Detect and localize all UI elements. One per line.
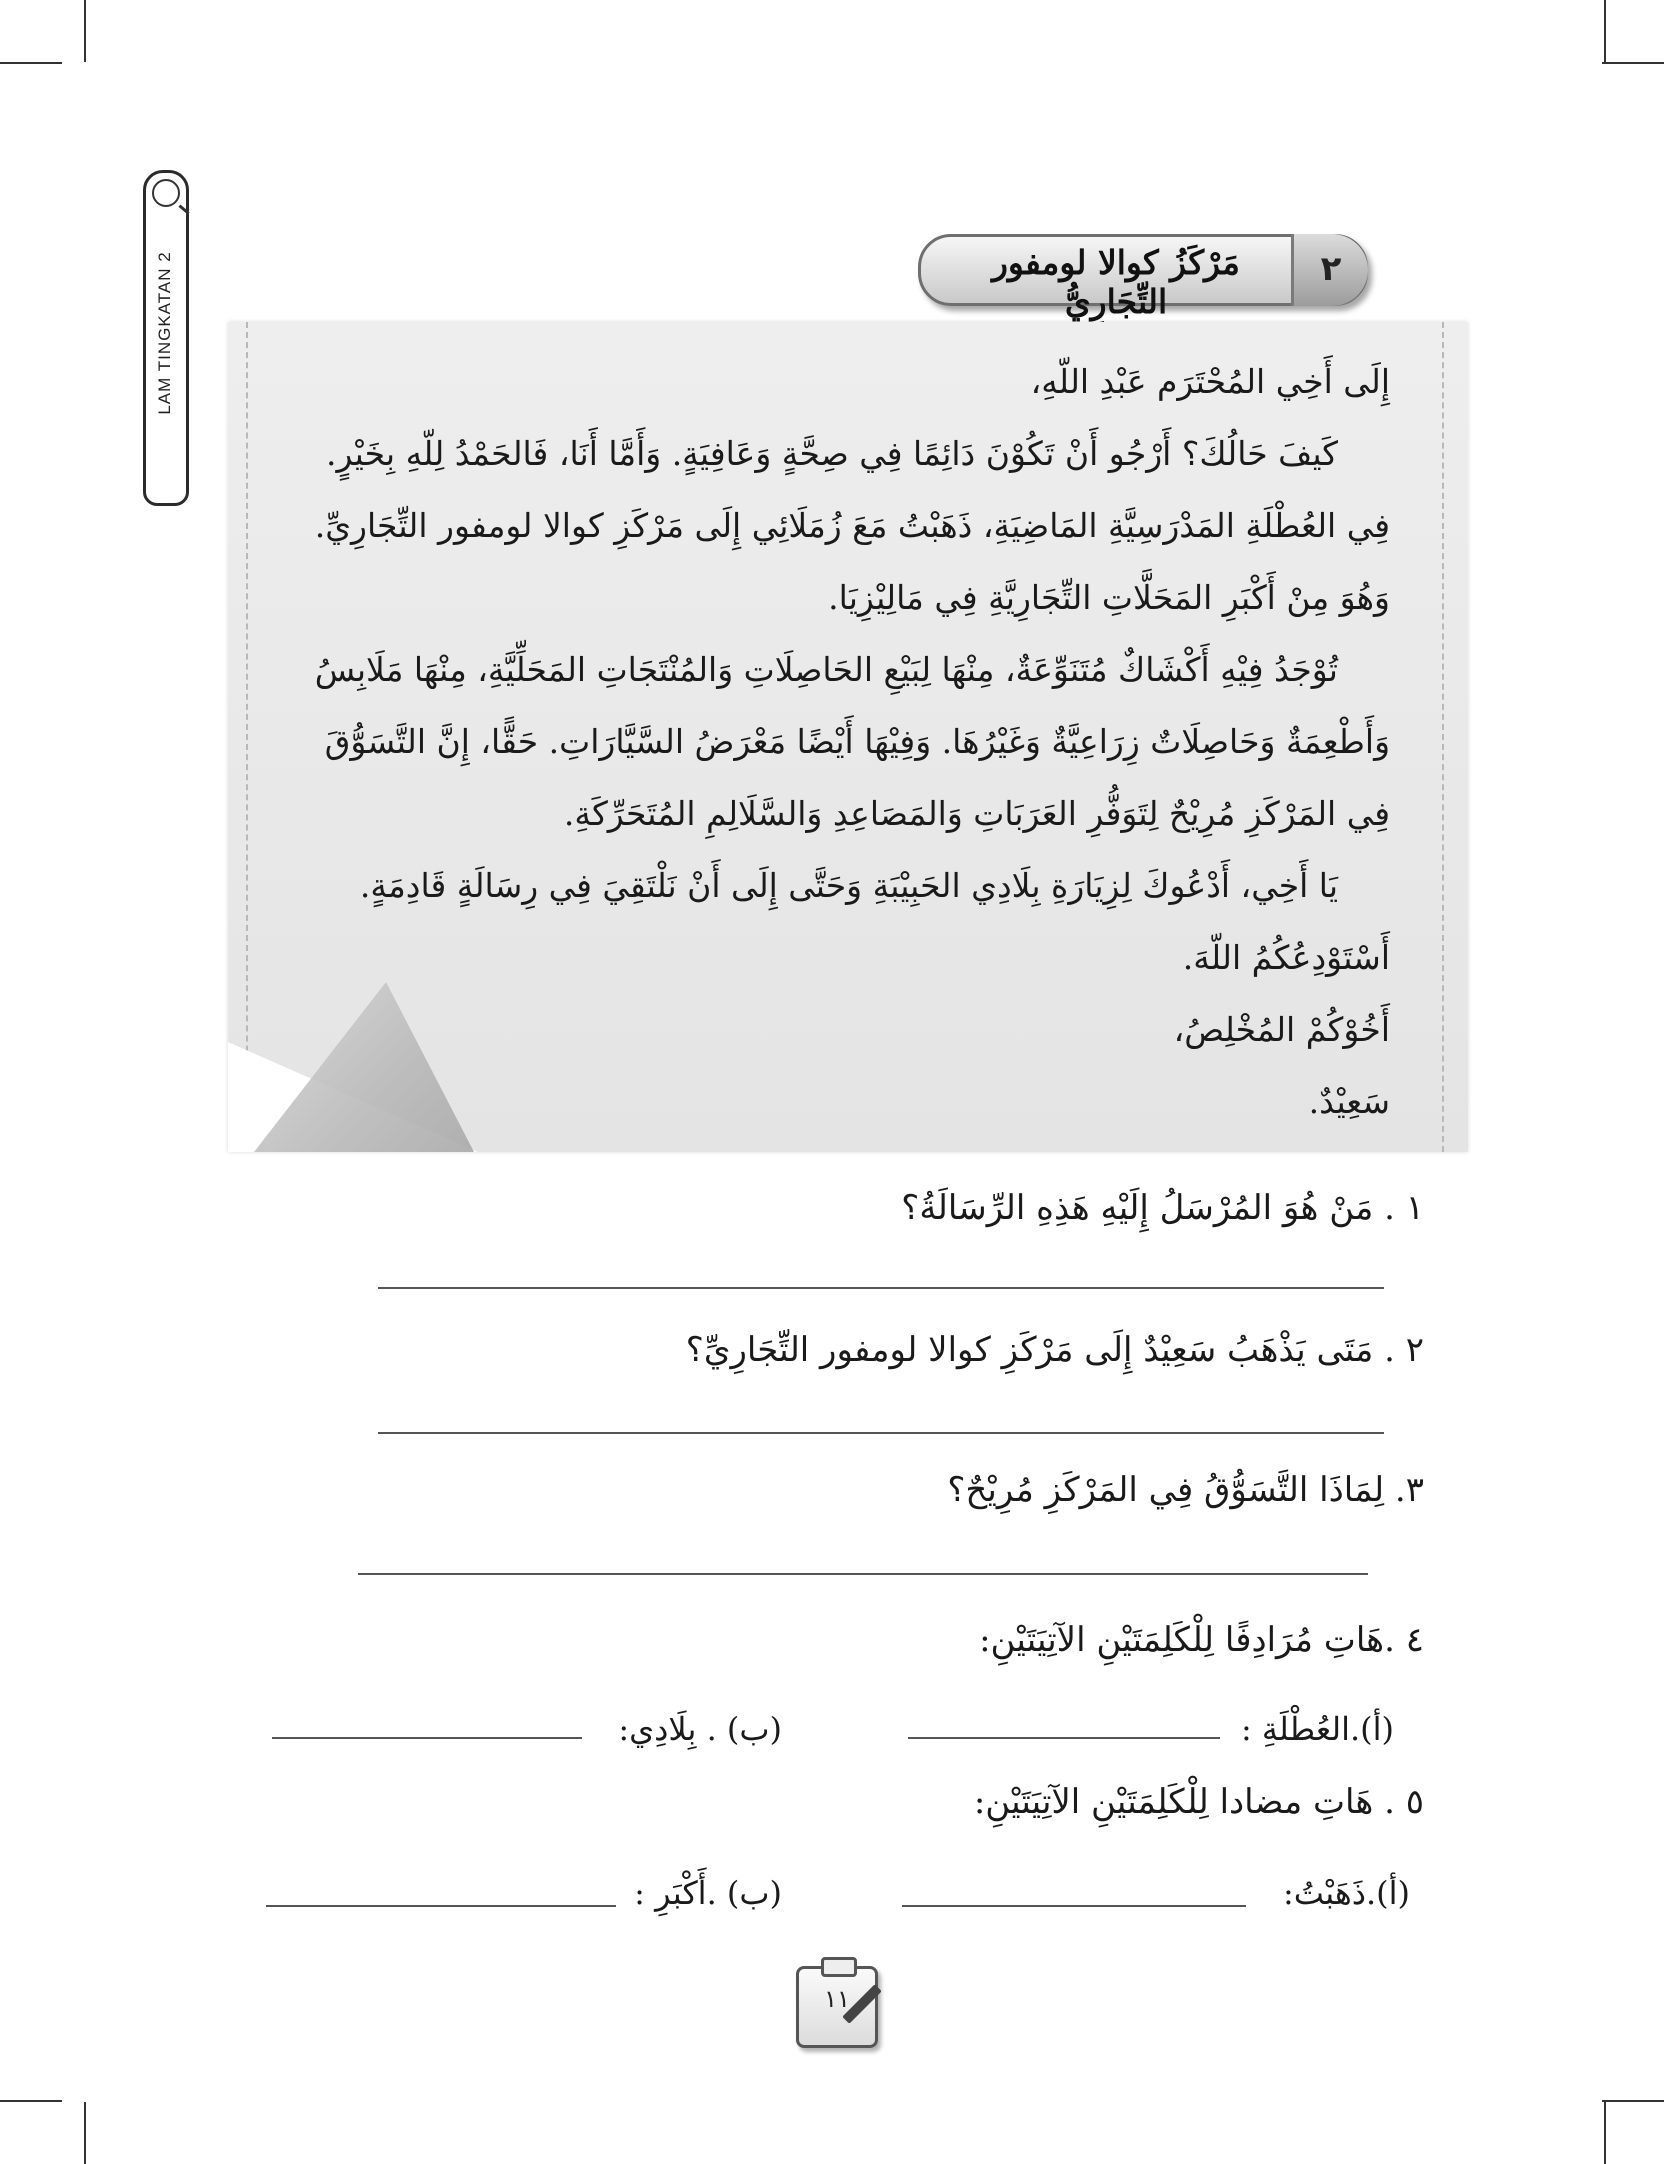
lesson-title-text: مَرْكَزُ كوالا لومفور التِّجَارِيُّ <box>992 243 1240 321</box>
answer-line-3[interactable] <box>358 1573 1368 1575</box>
letter-body <box>288 346 1390 1138</box>
side-tab-label: LAM TINGKATAN 2 <box>155 251 174 415</box>
clipboard-clip-icon <box>821 1957 857 1977</box>
letter-line: وَهُوَ مِنْ أَكْبَرِ المَحَلَّاتِ التِّجَارِيَّةِ فِي مَالِيْزِيَا. <box>828 578 1390 617</box>
question-2: ٢ . مَتَى يَذْهَبُ سَعِيْدٌ إِلَى مَرْكَزِ كوالا لومفور التِّجَارِيِّ؟ <box>685 1330 1424 1370</box>
answer-line-1[interactable] <box>378 1287 1384 1289</box>
question-3: ٣. لِمَاذَا التَّسَوُّقُ فِي المَرْكَزِ مُرِيْحٌ؟ <box>947 1470 1424 1510</box>
letter-line: يَا أَخِي، أَدْعُوكَ لِزِيَارَةِ بِلَادِي الحَبِيْبَةِ وَحَتَّى إِلَى أَنْ نَلْتَقِيَ فِي رِسَالَةٍ قَادِمَةٍ. <box>359 866 1338 905</box>
question-4a: (أ).العُطْلَةِ : <box>1240 1710 1394 1748</box>
question-1: ١ . مَنْ هُوَ المُرْسَلُ إِلَيْهِ هَذِهِ الرِّسَالَةُ؟ <box>901 1188 1424 1228</box>
crop-mark <box>1602 2100 1664 2102</box>
page-number-badge <box>796 1966 878 2048</box>
question-5a: (أ).ذَهَبْتُ: <box>1282 1874 1410 1912</box>
crop-mark <box>1604 2102 1606 2164</box>
letter-closing: أَخُوْكُمْ المُخْلِصُ، <box>1173 1010 1390 1049</box>
letter-paper <box>228 322 1468 1152</box>
letter-line: وَأَطْعِمَةٌ وَحَاصِلَاتٌ زِرَاعِيَّةٌ وَغَيْرُهَا. وَفِيْهَا أَيْضًا مَعْرَضُ السَّيَّارَاتِ. حَقًّا، إِنَّ التَّسَوُّقَ <box>324 722 1390 761</box>
answer-line-2[interactable] <box>378 1432 1384 1434</box>
letter-greeting: إِلَى أَخِي المُحْتَرَم عَبْدِ اللّهِ، <box>1030 362 1390 401</box>
question-5: ٥ . هَاتِ مضادا لِلْكَلِمَتَيْنِ الآتِيَتَيْنِ: <box>973 1782 1424 1822</box>
lesson-title <box>918 234 1368 321</box>
question-4: ٤ .هَاتِ مُرَادِفًا لِلْكَلِمَتَيْنِ الآتِيَتَيْنِ: <box>979 1620 1424 1660</box>
answer-line-5a[interactable] <box>902 1905 1246 1907</box>
lesson-number: ٢ <box>1291 234 1368 306</box>
answer-line-4b[interactable] <box>272 1737 582 1739</box>
answer-line-4a[interactable] <box>908 1737 1220 1739</box>
letter-closing: أَسْتَوْدِعُكُمُ اللّهَ. <box>1182 938 1390 977</box>
crop-mark <box>84 0 86 62</box>
letter-line: كَيفَ حَالُكَ؟ أَرْجُو أَنْ تَكُوْنَ دَائِمًا فِي صِحَّةٍ وَعَافِيَةٍ. وَأَمَّا أَنَا، فَالحَمْدُ لِلّهِ بِخَيْرٍ. <box>325 434 1338 473</box>
letter-signature: سَعِيْدٌ. <box>1308 1082 1390 1121</box>
letter-line: فِي المَرْكَزِ مُرِيْحٌ لِتَوَفُّرِ العَرَبَاتِ وَالمَصَاعِدِ وَالسَّلَالِمِ المُتَحَرِّكَةِ. <box>563 794 1390 833</box>
crop-mark <box>0 62 62 64</box>
side-tab <box>143 170 189 506</box>
crop-mark <box>0 2100 62 2102</box>
letter-line: فِي العُطْلَةِ المَدْرَسِيَّةِ المَاضِيَةِ، ذَهَبْتُ مَعَ زُمَلَائِي إِلَى مَرْكَزِ كوالا لومفور التِّجَارِيِّ. <box>314 506 1390 545</box>
letter-line: تُوْجَدُ فِيْهِ أَكْشَاكٌ مُتَنَوِّعَةٌ، مِنْهَا لِبَيْعِ الحَاصِلَاتِ وَالمُنْتَجَاتِ المَحَلِّيَّةِ، مِنْهَا مَلَابِسُ <box>314 650 1338 689</box>
question-5b: (ب) .أَكْبَرِ : <box>634 1874 782 1912</box>
answer-line-5b[interactable] <box>266 1905 616 1907</box>
crop-mark <box>1602 62 1664 64</box>
crop-mark <box>1604 0 1606 62</box>
crop-mark <box>84 2102 86 2164</box>
question-4b: (ب) . بِلَادِي: <box>618 1710 782 1748</box>
page-number: ١١ <box>824 1985 850 2013</box>
